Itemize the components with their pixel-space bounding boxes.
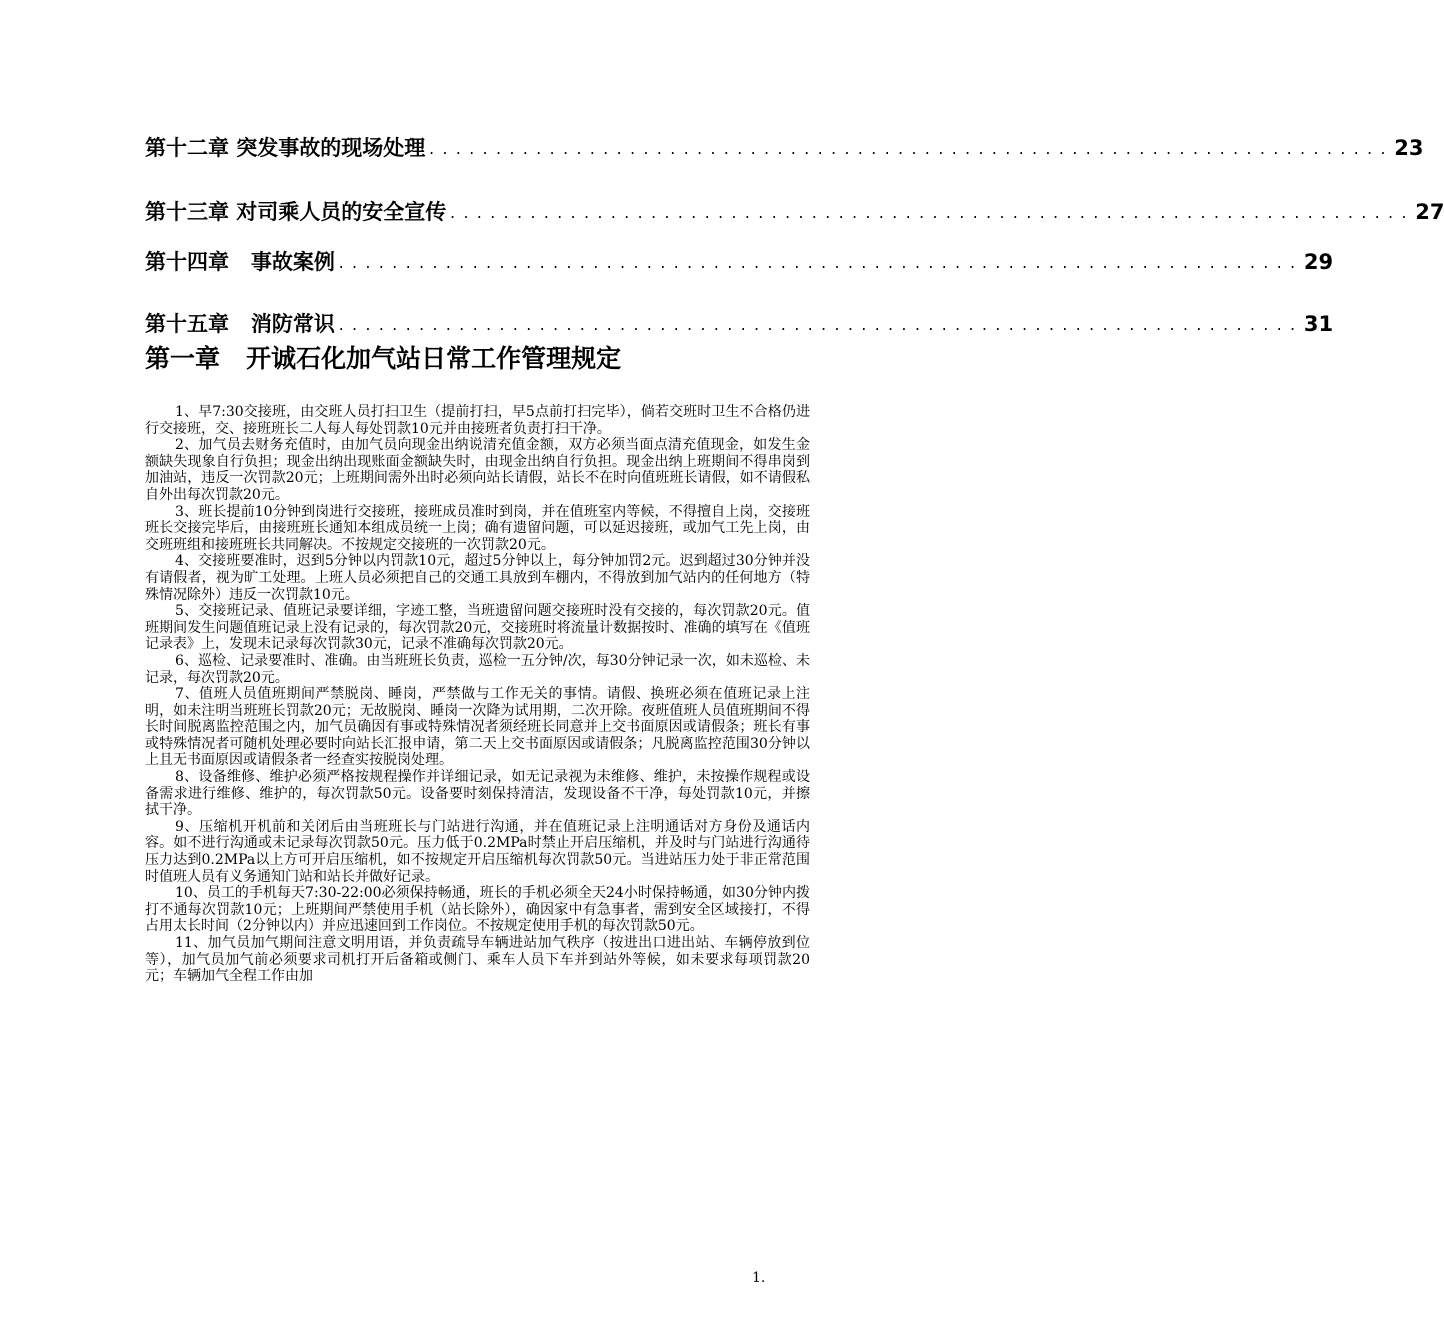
toc-leader-dots: ........................................................................ bbox=[448, 207, 1414, 223]
toc-entry-15[interactable] bbox=[145, 311, 1334, 337]
paragraph-1: 1、早7:30交接班，由交班人员打扫卫生（提前打扫，早5点前打扫完毕），倘若交班时卫生不合格仍进行交接班，交、接班班长二人每人每处罚款10元并由接班者负责打扫干净。 bbox=[145, 404, 810, 437]
toc-entry-12[interactable] bbox=[145, 135, 1424, 161]
paragraph-6: 6、巡检、记录要准时、准确。由当班班长负责，巡检一五分钟/次，每30分钟记录一次，如未巡检、未记录，每次罚款20元。 bbox=[145, 652, 810, 686]
chapter-title: 第一章 开诚石化加气站日常工作管理规定 bbox=[145, 344, 622, 373]
paragraph-4: 4、交接班要准时，迟到5分钟以内罚款10元，超过5分钟以上，每分钟加罚2元。迟到超过30分钟并没有请假者，视为旷工处理。上班人员必须把自己的交通工具放到车棚内，不得放到加气站内的任何地方（特殊情况除外）违反一次罚款10元。 bbox=[145, 553, 810, 603]
paragraph-2: 2、加气员去财务充值时，由加气员向现金出纳说清充值金额，双方必须当面点清充值现金，如发生金额缺失现象自行负担；现金出纳出现账面金额缺失时，由现金出纳自行负担。现金出纳上班期间不得串岗到加油站，违反一次罚款20元；上班期间需外出时必须向站长请假，站长不在时向值班班长请假，如不请假私自外出每次罚款20元。 bbox=[145, 437, 810, 503]
paragraph-10: 10、员工的手机每天7:30-22:00必须保持畅通，班长的手机必须全天24小时保持畅通，如30分钟内拨打不通每次罚款10元；上班期间严禁使用手机（站长除外），确因家中有急事者，需到安全区域接打，不得占用太长时间（2分钟以内）并应迅速回到工作岗位。不按规定使用手机的每次罚款50元。 bbox=[145, 885, 810, 935]
toc-leader-dots: ........................................................................ bbox=[336, 257, 1302, 273]
toc-page-number: 29 bbox=[1303, 250, 1334, 274]
paragraph-5: 5、交接班记录、值班记录要详细，字迹工整，当班遗留问题交接班时没有交接的，每次罚款20元。值班期间发生问题值班记录上没有记录的，每次罚款20元，交接班时将流量计数据按时、准确的填写在《值班记录表》上，发现未记录每次罚款30元，记录不准确每次罚款20元。 bbox=[145, 603, 810, 653]
toc-page-number: 23 bbox=[1394, 136, 1424, 160]
toc-page-number: 27 bbox=[1415, 200, 1444, 224]
toc-leader-dots: ........................................................................ bbox=[427, 143, 1393, 159]
paragraph-9: 9、压缩机开机前和关闭后由当班班长与门站进行沟通，并在值班记录上注明通话对方身份及通话内容。如不进行沟通或未记录每次罚款50元。压力低于0.2MPa时禁止开启压缩机，并及时与门站进行沟通待压力达到0.2MPa以上方可开启压缩机，如不按规定开启压缩机每次罚款50元。当进站压力处于非正常范围时值班人员有义务通知门站和站长并做好记录。 bbox=[145, 818, 810, 885]
paragraph-8: 8、设备维修、维护必须严格按规程操作并详细记录，如无记录视为未维修、维护，未按操作规程或设备需求进行维修、维护的，每次罚款50元。设备要时刻保持清洁，发现设备不干净，每处罚款10元，并擦拭干净。 bbox=[145, 769, 810, 819]
paragraph-11: 11、加气员加气期间注意文明用语，并负责疏导车辆进站加气秩序（按进出口进出站、车辆停放到位等），加气员加气前必须要求司机打开后备箱或侧门、乘车人员下车并到站外等候，如未要求每项罚款20元；车辆加气全程工作由加 bbox=[145, 935, 810, 985]
toc-title: 第十四章 事故案例 bbox=[145, 250, 335, 274]
document-body bbox=[145, 404, 810, 985]
toc-entry-14[interactable] bbox=[145, 249, 1334, 275]
toc-page-number: 31 bbox=[1303, 312, 1334, 336]
toc-leader-dots: ........................................................................ bbox=[336, 319, 1302, 335]
toc-title: 第十二章 突发事故的现场处理 bbox=[145, 136, 426, 160]
page-number: 1. bbox=[752, 1270, 766, 1286]
toc-title: 第十三章 对司乘人员的安全宣传 bbox=[145, 200, 447, 224]
toc-title: 第十五章 消防常识 bbox=[145, 312, 335, 336]
paragraph-3: 3、班长提前10分钟到岗进行交接班，接班成员准时到岗，并在值班室内等候，不得擅自上岗，交接班班长交接完毕后，由接班班长通知本组成员统一上岗；确有遗留问题，可以延迟接班，或加气工先上岗，由交班班组和接班班长共同解决。不按规定交接班的一次罚款20元。 bbox=[145, 503, 810, 553]
paragraph-7: 7、值班人员值班期间严禁脱岗、睡岗，严禁做与工作无关的事情。请假、换班必须在值班记录上注明，如未注明当班班长罚款20元；无故脱岗、睡岗一次降为试用期，二次开除。夜班值班人员值班期间不得长时间脱离监控范围之内，加气员确因有事或特殊情况者须经班长同意并上交书面原因或请假条；班长有事或特殊情况者可随机处理必要时向站长汇报申请，第二天上交书面原因或请假条；凡脱离监控范围30分钟以上且无书面原因或请假条者一经查实按脱岗处理。 bbox=[145, 686, 810, 769]
toc-entry-13[interactable] bbox=[145, 199, 1444, 225]
